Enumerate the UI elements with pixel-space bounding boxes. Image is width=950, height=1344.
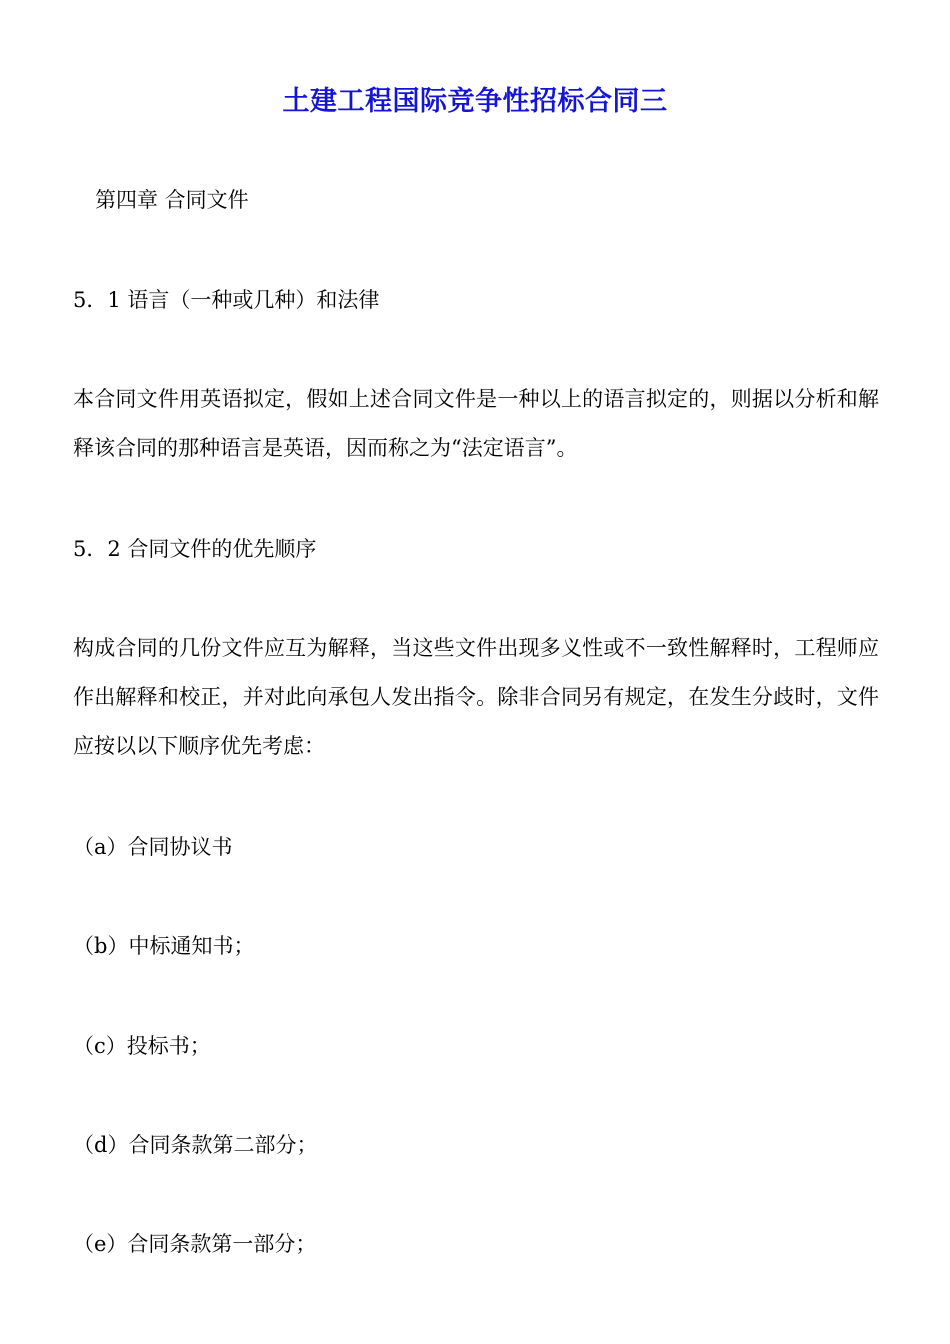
list-item: （a）合同协议书 [73,835,233,859]
section-5-2-body: 构成合同的几份文件应互为解释，当这些文件出现多义性或不一致性解释时，工程师应作出解释和校正，并对此向承包人发出指令。除非合同另有规定，在发生分歧时，文件应按以以下顺序优先考虑： [73,636,879,758]
section-5-2-heading: 5．2 合同文件的优先顺序 [73,537,317,561]
chapter-heading: 第四章 合同文件 [95,188,249,212]
list-item: （c）投标书； [73,1034,211,1058]
list-item: （d）合同条款第二部分； [73,1133,318,1157]
document-title: 土建工程国际竞争性招标合同三 [282,86,668,117]
list-item: （e）合同条款第一部分； [73,1232,317,1256]
section-5-1-body: 本合同文件用英语拟定，假如上述合同文件是一种以上的语言拟定的，则据以分析和解释该合同的那种语言是英语，因而称之为“法定语言”。 [73,387,879,460]
list-item: （b）中标通知书； [73,934,255,958]
section-5-1-heading: 5．1 语言（一种或几种）和法律 [73,288,380,312]
